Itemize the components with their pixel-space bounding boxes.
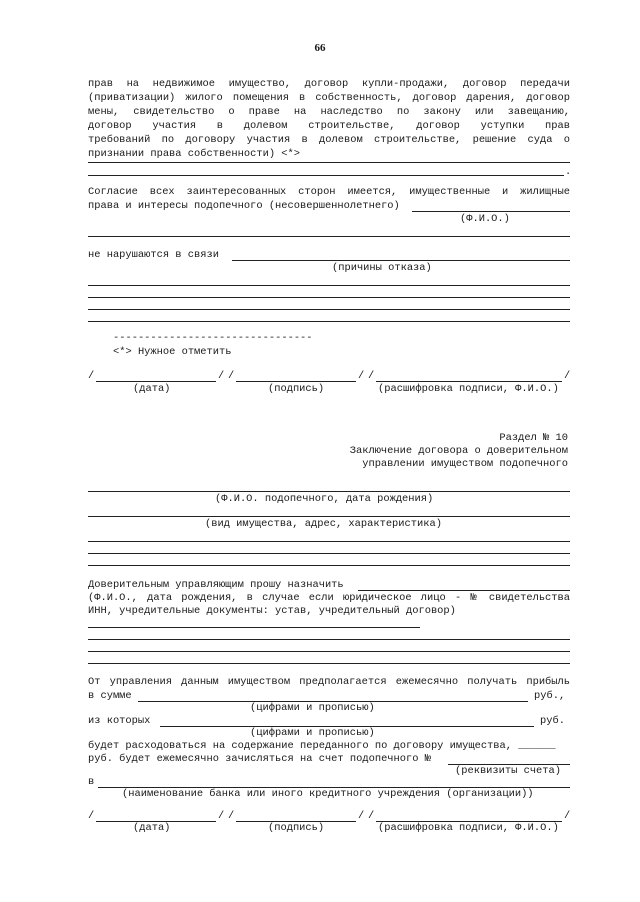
footnote-rule: -------------------------------- [113,332,313,344]
refusal-caption: (причины отказа) [332,262,432,274]
property-field-line [88,516,570,517]
blank-line [88,553,570,554]
date-caption: (дата) [133,383,171,395]
slash: / [564,370,571,382]
fio-caption: (Ф.И.О.) [460,213,510,225]
rub-comma: руб., [534,690,566,702]
blank-line [88,321,570,322]
slash: / [88,810,95,822]
date-caption: (дата) [133,822,171,834]
not-violated-label: не нарушаются в связи [88,249,219,261]
para1-line-1: прав на недвижимое имущество, договор купли-продажи, договор передачи [88,78,570,90]
blank-line [88,297,570,298]
trustee-hint-2: ИНН, учредительные документы: устав, учредительный договор) [88,605,456,617]
para1-line-4: договор участия в долевом строительстве, договор уступки прав [88,120,570,132]
blank-line [88,651,570,652]
para1-line-3: мены, свидетельство о праве на наследство по закону или завещанию, [88,106,570,118]
digits-words-caption: (цифрами и прописью) [250,702,375,714]
slash: / [88,370,95,382]
refusal-field-line [232,260,570,261]
income-line-1: От управления данным имуществом предполагается ежемесячно получать прибыль [88,676,570,688]
trustee-label: Доверительным управляющим прошу назначить [88,579,344,591]
signature-caption: (подпись) [268,383,325,395]
page-number: 66 [314,42,326,54]
decode-caption: (расшифровка подписи, Ф.И.О.) [378,383,559,395]
para1-line-2: (приватизации) жилого помещения в собственность, договор дарения, договор [88,92,570,104]
blank-line [88,541,570,542]
slash: / [368,810,375,822]
consent-line-1: Согласие всех заинтересованных сторон имеется, имущественные и жилищные [88,186,570,198]
para1-line-5: требований по договору участия в долевом строительстве, решение суда о [88,134,570,146]
blank-line [88,565,570,566]
signature-field-line [236,381,356,382]
blank-line [88,309,570,310]
slash: / [218,810,225,822]
blank-line [88,175,564,176]
consent-line-2: права и интересы подопечного (несовершеннолетнего) [88,200,400,212]
trustee-hint-1: (Ф.И.О., дата рождения, в случае если юридическое лицо - № свидетельства [88,592,570,604]
para1-line-6: признании права собственности) <*> [88,148,301,160]
decode-caption: (расшифровка подписи, Ф.И.О.) [378,822,559,834]
spend-line: будет расходоваться на содержание переданного по договору имущества, ______ [88,740,556,752]
footnote: <*> Нужное отметить [113,346,232,358]
of-which-label: из которых [88,715,151,727]
slash: / [228,370,235,382]
trustee-field-line [358,590,570,591]
digits-words-caption: (цифрами и прописью) [250,727,375,739]
signature-caption: (подпись) [268,822,325,834]
account-caption: (реквизиты счета) [455,765,562,777]
decode-field-line [376,381,562,382]
blank-line [88,285,570,286]
slash: / [358,810,365,822]
slash: / [218,370,225,382]
blank-line [88,162,570,163]
section-subtitle-2: управлении имуществом подопечного [362,458,568,470]
ward-field-line [88,491,570,492]
slash: / [358,370,365,382]
section-subtitle-1: Заключение договора о доверительном [349,445,568,457]
blank-line [88,639,570,640]
in-label: в [88,776,95,788]
blank-line [88,627,420,628]
bank-caption: (наименование банка или иного кредитного учреждения (организации)) [122,788,534,800]
para1-end-dot: . [565,166,572,178]
slash: / [564,810,571,822]
blank-line [88,236,570,237]
blank-line [88,663,570,664]
ward-caption: (Ф.И.О. подопечного, дата рождения) [215,493,434,505]
date-field-line [96,381,216,382]
section-title: Раздел № 10 [499,432,568,444]
slash: / [228,810,235,822]
income-sum-label: в сумме [88,690,132,702]
rub-dot: руб. [540,715,565,727]
property-caption: (вид имущества, адрес, характеристика) [205,518,442,530]
transfer-line: руб. будет ежемесячно зачисляться на счет подопечного № [88,753,431,765]
slash: / [368,370,375,382]
fio-field-line [412,211,570,212]
